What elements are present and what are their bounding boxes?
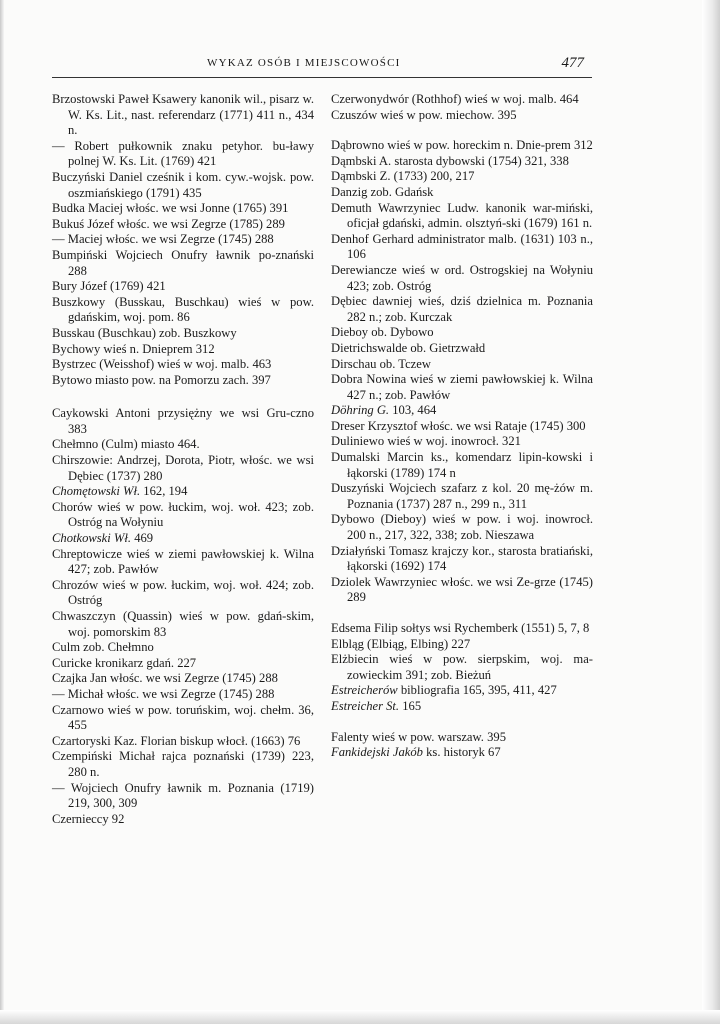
index-entry: Chwaszczyn (Quassin) wieś w pow. gdań-skim, woj. pomorskim 83 (52, 609, 314, 639)
index-entry: Edsema Filip sołtys wsi Rychemberk (1551) 5, 7, 8 (331, 621, 590, 635)
index-entry (331, 699, 593, 715)
index-entry: Budka Maciej włośc. we wsi Jonne (1765) 391 (52, 201, 289, 216)
running-head (52, 55, 592, 77)
entry-italic-name: Chomętowski Wł. (52, 484, 141, 499)
index-entry: Dieboy ob. Dybowo (331, 325, 434, 340)
index-entry: Brzostowski Paweł Ksawery kanonik wil., pisarz w. W. Ks. Lit., nast. referendarz (1771) 411 n., 434 n. (52, 92, 314, 138)
index-entry: Curicke kronikarz gdań. 227 (52, 655, 197, 670)
entry-rest: 103, 464 (389, 403, 437, 418)
entry-italic-name: Fankidejski Jakób (331, 745, 423, 760)
entry-italic-name: Estreicherów (331, 683, 398, 698)
index-entry: Dreser Krzysztof włośc. we wsi Rataje (1745) 300 (331, 418, 586, 433)
index-entry: Chirszowie: Andrzej, Dorota, Piotr, włośc. we wsi Dębiec (1737) 280 (52, 453, 314, 483)
index-entry: Dębiec dawniej wieś, dziś dzielnica m. Poznania 282 n.; zob. Kurczak (331, 294, 593, 324)
index-entry: Dobra Nowina wieś w ziemi pawłowskiej k. Wilna 427 n.; zob. Pawłów (331, 372, 593, 402)
index-entry: Bystrzec (Weisshof) wieś w woj. malb. 463 (52, 357, 272, 372)
index-entry: — Michał włośc. we wsi Zegrze (1745) 288 (52, 686, 275, 701)
index-entry: Danzig zob. Gdańsk (331, 184, 434, 199)
index-column-right (331, 92, 593, 761)
entry-rest: 469 (131, 531, 154, 546)
index-entry: Czuszów wieś w pow. miechow. 395 (331, 107, 517, 122)
index-entry: Derewiancze wieś w ord. Ostrogskiej na Wołyniu 423; zob. Ostróg (331, 262, 593, 293)
index-entry: Czernieccy 92 (52, 811, 125, 826)
index-entry: Dietrichswalde ob. Gietrzwałd (331, 340, 486, 355)
index-entry: Dybowo (Dieboy) wieś w pow. i woj. inowrocł. 200 n., 217, 322, 338; zob. Nieszawa (331, 512, 593, 543)
index-entry: Buszkowy (Busskau, Buschkau) wieś w pow. gdańskim, woj. pom. 86 (52, 294, 314, 325)
index-entry (52, 484, 314, 500)
entry-italic-name: Estreicher St. (331, 698, 400, 713)
index-entry: Czarnowo wieś w pow. toruńskim, woj. chełm. 36, 455 (52, 702, 314, 733)
index-entry: Bukuś Józef włośc. we wsi Zegrze (1785) 289 (52, 216, 285, 231)
index-entry: Elbląg (Elbiąg, Elbing) 227 (331, 636, 471, 651)
index-entry: Czempiński Michał rajca poznański (1739) 223, 280 n. (52, 749, 314, 779)
index-entry: Czerwonydwór (Rothhof) wieś w woj. malb. 464 (331, 92, 579, 106)
page-number: 477 (561, 55, 584, 71)
index-entry (52, 531, 314, 547)
index-entry: — Robert pułkownik znaku petyhor. bu-ławy polnej W. Ks. Lit. (1769) 421 (52, 138, 314, 169)
entry-rest: 165 (399, 698, 422, 713)
index-entry: Culm zob. Chełmno (52, 640, 154, 655)
index-entry (331, 683, 593, 699)
index-entry: Działyński Tomasz krajczy kor., starosta bratiański, łąkorski (1692) 174 (331, 543, 593, 574)
index-entry: Chrozów wieś w pow. łuckim, woj. woł. 424; zob. Ostróg (52, 577, 314, 608)
index-entry: Dirschau ob. Tczew (331, 356, 431, 371)
entry-italic-name: Chotkowski Wł. (52, 531, 132, 546)
scan-edge-left (0, 0, 4, 1024)
index-entry: Denhof Gerhard administrator malb. (1631) 103 n., 106 (331, 231, 593, 262)
index-entry (331, 403, 593, 419)
header-rule (52, 77, 592, 78)
index-entry: Dąmbski Z. (1733) 200, 217 (331, 169, 475, 184)
scan-edge-right (702, 0, 720, 1024)
index-entry: Dziolek Wawrzyniec włośc. we wsi Ze-grze (1745) 289 (331, 574, 593, 605)
index-entry (331, 745, 593, 761)
index-entry: Busskau (Buschkau) zob. Buszkowy (52, 325, 237, 340)
index-entry: Bumpiński Wojciech Onufry ławnik po-znański 288 (52, 247, 314, 278)
entry-rest: ks. historyk 67 (422, 745, 501, 760)
index-entry: Falenty wieś w pow. warszaw. 395 (331, 729, 506, 744)
index-entry: Czajka Jan włośc. we wsi Zegrze (1745) 288 (52, 671, 278, 686)
entry-rest: bibliografia 165, 395, 411, 427 (397, 683, 557, 698)
running-title: WYKAZ OSÓB I MIEJSCOWOŚCI (207, 57, 401, 69)
index-entry: Chełmno (Culm) miasto 464. (52, 437, 200, 452)
index-entry: Elżbiecin wieś w pow. sierpskim, woj. ma-zowieckim 391; zob. Bieżuń (331, 652, 593, 682)
index-entry: Duszyński Wojciech szafarz z kol. 20 mę-żów m. Poznania (1737) 287 n., 299 n., 311 (331, 481, 593, 511)
index-entry: Chreptowicze wieś w ziemi pawłowskiej k. Wilna 427; zob. Pawłów (52, 546, 314, 577)
index-entry: Duliniewo wieś w woj. inowrocł. 321 (331, 434, 521, 449)
index-entry: Bury Józef (1769) 421 (52, 279, 166, 294)
index-entry: Dąmbski A. starosta dybowski (1754) 321, 338 (331, 153, 569, 168)
scan-edge-bottom (0, 1010, 720, 1024)
index-entry: — Wojciech Onufry ławnik m. Poznania (1719) 219, 300, 309 (52, 780, 314, 811)
index-entry: Demuth Wawrzyniec Ludw. kanonik war-miński, oficjał gdański, admin. olsztyń-ski (1679) 161 n. (331, 200, 593, 231)
entry-rest: 162, 194 (140, 484, 188, 499)
index-entry: Bychowy wieś n. Dnieprem 312 (52, 341, 215, 356)
index-entry: Dumalski Marcin ks., komendarz lipin-kowski i łąkorski (1789) 174 n (331, 450, 593, 480)
entry-italic-name: Döhring G. (331, 403, 390, 418)
index-entry: Bytowo miasto pow. na Pomorzu zach. 397 (52, 372, 271, 387)
index-entry: Caykowski Antoni przysiężny we wsi Gru-czno 383 (52, 406, 314, 436)
index-entry: Dąbrowno wieś w pow. horeckim n. Dnie-prem 312 (331, 138, 593, 153)
index-entry: Chorów wieś w pow. łuckim, woj. woł. 423; zob. Ostróg na Wołyniu (52, 499, 314, 530)
index-entry: Czartoryski Kaz. Florian biskup włocł. (1663) 76 (52, 733, 301, 748)
index-entry: — Maciej włośc. we wsi Zegrze (1745) 288 (52, 232, 274, 247)
index-entry: Buczyński Daniel cześnik i kom. cyw.-wojsk. pow. oszmiańskiego (1791) 435 (52, 169, 314, 200)
index-column-left (52, 92, 314, 827)
